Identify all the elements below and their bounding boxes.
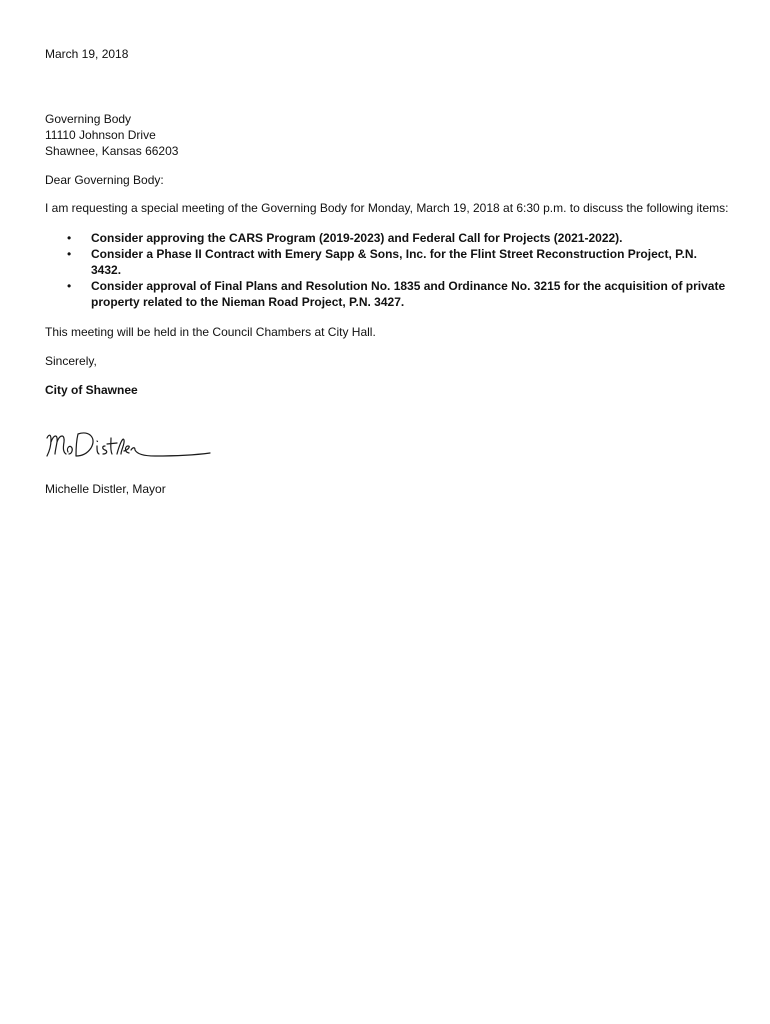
agenda-item (45, 278, 730, 310)
signer-name: Michelle Distler, Mayor (45, 482, 166, 496)
handwritten-signature (45, 426, 215, 462)
letter-date: March 19, 2018 (45, 47, 129, 61)
agenda-item (45, 246, 730, 278)
agenda-item-text: Consider approval of Final Plans and Resolution No. 1835 and Ordinance No. 3215 for the acquisition of private property related to the Nieman Road Project, P.N. 3427. (91, 279, 726, 309)
organization-name: City of Shawnee (45, 383, 138, 397)
closing: Sincerely, (45, 354, 97, 368)
agenda-item (45, 230, 730, 246)
bullet-icon: • (67, 231, 72, 245)
recipient-street: 11110 Johnson Drive (45, 128, 156, 142)
intro-paragraph: I am requesting a special meeting of the Governing Body for Monday, March 19, 2018 at 6:30 p.m. to discuss the following items: (45, 201, 729, 215)
salutation: Dear Governing Body: (45, 173, 164, 187)
bullet-icon: • (67, 247, 72, 261)
letter-page (45, 46, 730, 509)
recipient-address (45, 111, 730, 159)
bullet-icon: • (67, 279, 72, 293)
agenda-items-list (45, 230, 730, 310)
recipient-city-state-zip: Shawnee, Kansas 66203 (45, 144, 179, 158)
recipient-name: Governing Body (45, 112, 132, 126)
agenda-item-text: Consider approving the CARS Program (2019-2023) and Federal Call for Projects (2021-2022). (91, 231, 623, 245)
location-note: This meeting will be held in the Council Chambers at City Hall. (45, 325, 376, 339)
agenda-item-text: Consider a Phase II Contract with Emery Sapp & Sons, Inc. for the Flint Street Reconstruction Project, P.N. 3432. (91, 247, 697, 277)
